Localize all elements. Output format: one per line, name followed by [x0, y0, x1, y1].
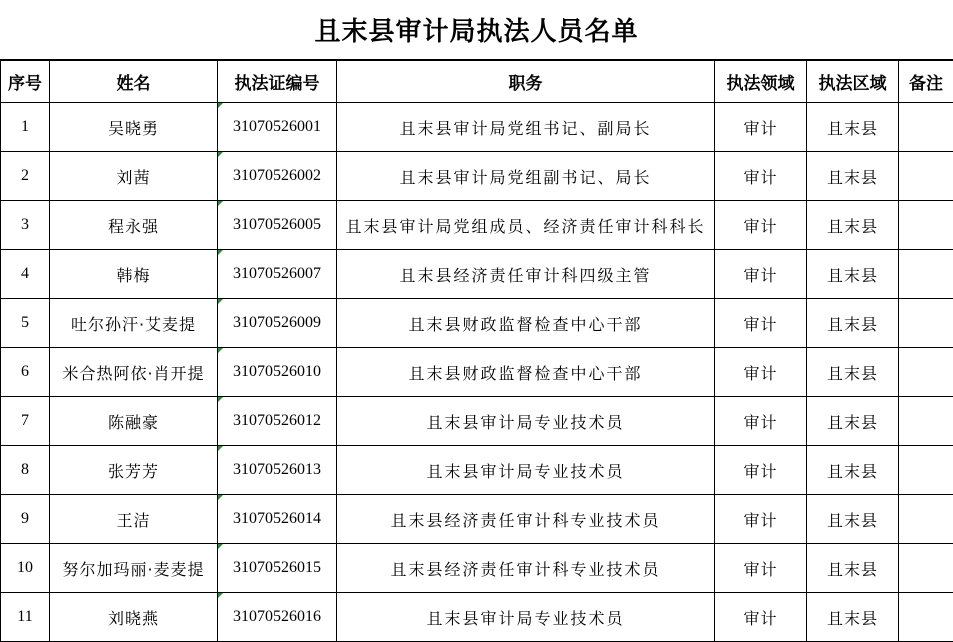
cell-seq[interactable]: 9 [1, 495, 50, 544]
cell-remark[interactable] [899, 201, 953, 250]
cell-duty[interactable]: 且末县财政监督检查中心干部 [337, 348, 715, 397]
header-row [1, 61, 953, 103]
cell-region[interactable]: 且末县 [807, 250, 899, 299]
cell-field[interactable]: 审计 [715, 299, 807, 348]
header-seq[interactable]: 序号 [1, 61, 50, 103]
cell-region[interactable]: 且末县 [807, 152, 899, 201]
cell-name[interactable]: 努尔加玛丽·麦麦提 [50, 544, 218, 593]
table-row [1, 250, 953, 299]
cell-field[interactable]: 审计 [715, 397, 807, 446]
cell-name[interactable]: 张芳芳 [50, 446, 218, 495]
header-remark[interactable]: 备注 [899, 61, 953, 103]
personnel-table [0, 60, 953, 642]
cell-remark[interactable] [899, 446, 953, 495]
cell-name[interactable]: 程永强 [50, 201, 218, 250]
cell-field[interactable]: 审计 [715, 446, 807, 495]
cell-cert[interactable]: 31070526001 [218, 103, 337, 152]
cell-duty[interactable]: 且末县审计局党组书记、副局长 [337, 103, 715, 152]
table-row [1, 201, 953, 250]
cell-name[interactable]: 吐尔孙汗·艾麦提 [50, 299, 218, 348]
cell-cert[interactable]: 31070526009 [218, 299, 337, 348]
cell-region[interactable]: 且末县 [807, 299, 899, 348]
cell-region[interactable]: 且末县 [807, 397, 899, 446]
cell-cert[interactable]: 31070526007 [218, 250, 337, 299]
cell-seq[interactable]: 10 [1, 544, 50, 593]
cell-field[interactable]: 审计 [715, 348, 807, 397]
cell-field[interactable]: 审计 [715, 593, 807, 642]
cell-duty[interactable]: 且末县审计局专业技术员 [337, 446, 715, 495]
cell-duty[interactable]: 且末县经济责任审计科专业技术员 [337, 495, 715, 544]
cell-remark[interactable] [899, 348, 953, 397]
cell-seq[interactable]: 7 [1, 397, 50, 446]
cell-remark[interactable] [899, 397, 953, 446]
cell-seq[interactable]: 8 [1, 446, 50, 495]
cell-cert[interactable]: 31070526015 [218, 544, 337, 593]
table-row [1, 544, 953, 593]
cell-field[interactable]: 审计 [715, 544, 807, 593]
cell-remark[interactable] [899, 495, 953, 544]
cell-cert[interactable]: 31070526014 [218, 495, 337, 544]
header-region[interactable]: 执法区域 [807, 61, 899, 103]
cell-duty[interactable]: 且末县审计局党组成员、经济责任审计科科长 [337, 201, 715, 250]
cell-seq[interactable]: 5 [1, 299, 50, 348]
table-row [1, 103, 953, 152]
cell-cert[interactable]: 31070526012 [218, 397, 337, 446]
cell-cert[interactable]: 31070526010 [218, 348, 337, 397]
cell-cert[interactable]: 31070526013 [218, 446, 337, 495]
cell-duty[interactable]: 且末县经济责任审计科四级主管 [337, 250, 715, 299]
cell-cert[interactable]: 31070526016 [218, 593, 337, 642]
cell-remark[interactable] [899, 593, 953, 642]
header-name[interactable]: 姓名 [50, 61, 218, 103]
cell-name[interactable]: 王洁 [50, 495, 218, 544]
cell-seq[interactable]: 4 [1, 250, 50, 299]
table-row [1, 495, 953, 544]
cell-remark[interactable] [899, 544, 953, 593]
cell-region[interactable]: 且末县 [807, 103, 899, 152]
table-row [1, 397, 953, 446]
cell-region[interactable]: 且末县 [807, 201, 899, 250]
cell-remark[interactable] [899, 250, 953, 299]
table-row [1, 348, 953, 397]
cell-seq[interactable]: 1 [1, 103, 50, 152]
table-row [1, 152, 953, 201]
header-field[interactable]: 执法领域 [715, 61, 807, 103]
cell-region[interactable]: 且末县 [807, 544, 899, 593]
cell-name[interactable]: 吴晓勇 [50, 103, 218, 152]
table-row [1, 446, 953, 495]
cell-field[interactable]: 审计 [715, 201, 807, 250]
cell-duty[interactable]: 且末县审计局专业技术员 [337, 397, 715, 446]
cell-duty[interactable]: 且末县审计局党组副书记、局长 [337, 152, 715, 201]
table-row [1, 593, 953, 642]
cell-region[interactable]: 且末县 [807, 495, 899, 544]
cell-seq[interactable]: 3 [1, 201, 50, 250]
cell-remark[interactable] [899, 152, 953, 201]
cell-field[interactable]: 审计 [715, 250, 807, 299]
cell-duty[interactable]: 且末县审计局专业技术员 [337, 593, 715, 642]
header-duty[interactable]: 职务 [337, 61, 715, 103]
cell-duty[interactable]: 且末县经济责任审计科专业技术员 [337, 544, 715, 593]
cell-remark[interactable] [899, 299, 953, 348]
header-cert[interactable]: 执法证编号 [218, 61, 337, 103]
cell-region[interactable]: 且末县 [807, 446, 899, 495]
table-row [1, 299, 953, 348]
cell-name[interactable]: 陈融豪 [50, 397, 218, 446]
cell-seq[interactable]: 6 [1, 348, 50, 397]
cell-duty[interactable]: 且末县财政监督检查中心干部 [337, 299, 715, 348]
cell-field[interactable]: 审计 [715, 495, 807, 544]
cell-field[interactable]: 审计 [715, 152, 807, 201]
cell-seq[interactable]: 2 [1, 152, 50, 201]
cell-name[interactable]: 韩梅 [50, 250, 218, 299]
cell-remark[interactable] [899, 103, 953, 152]
cell-cert[interactable]: 31070526002 [218, 152, 337, 201]
page-title: 且末县审计局执法人员名单 [0, 0, 953, 60]
cell-seq[interactable]: 11 [1, 593, 50, 642]
cell-region[interactable]: 且末县 [807, 593, 899, 642]
cell-name[interactable]: 刘晓燕 [50, 593, 218, 642]
cell-field[interactable]: 审计 [715, 103, 807, 152]
cell-name[interactable]: 米合热阿依·肖开提 [50, 348, 218, 397]
cell-region[interactable]: 且末县 [807, 348, 899, 397]
cell-name[interactable]: 刘茜 [50, 152, 218, 201]
cell-cert[interactable]: 31070526005 [218, 201, 337, 250]
